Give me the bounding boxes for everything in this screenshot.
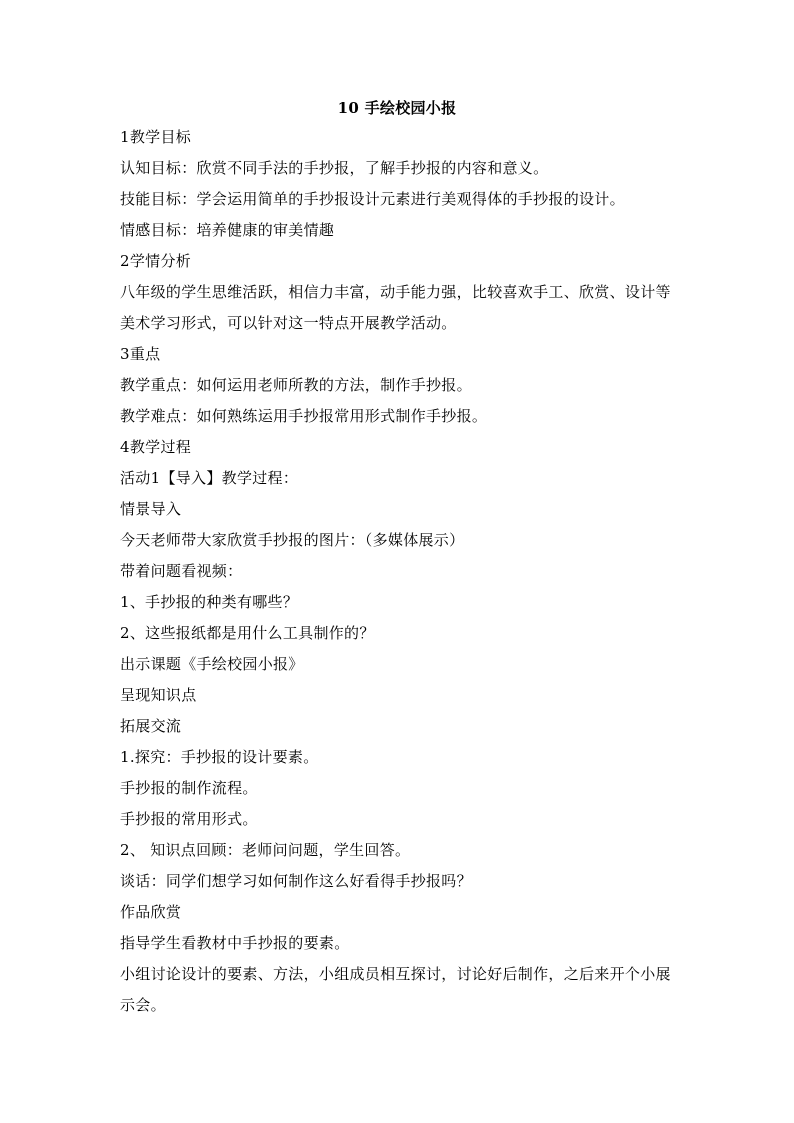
paragraph: 2、这些报纸都是用什么工具制作的？ xyxy=(120,624,375,642)
paragraph: 拓展交流 xyxy=(120,717,182,735)
paragraph: 今天老师带大家欣赏手抄报的图片：（多媒体展示） xyxy=(120,531,465,549)
paragraph: 1.探究：手抄报的设计要素。 xyxy=(120,748,319,766)
paragraph: 手抄报的制作流程。 xyxy=(120,779,258,797)
paragraph: 活动1【导入】教学过程： xyxy=(120,469,299,487)
paragraph: 2、 知识点回顾：老师问问题，学生回答。 xyxy=(120,841,411,859)
section-heading: 4教学过程 xyxy=(120,438,192,456)
paragraph: 情景导入 xyxy=(120,500,182,518)
paragraph: 情感目标：培养健康的审美情趣 xyxy=(120,221,335,239)
document-title: 10 手绘校园小报 xyxy=(337,99,457,117)
paragraph: 呈现知识点 xyxy=(120,686,197,704)
section-heading: 3重点 xyxy=(120,345,161,363)
paragraph: 1、手抄报的种类有哪些？ xyxy=(120,593,299,611)
paragraph: 八年级的学生思维活跃，相信力丰富，动手能力强，比较喜欢手工、欣赏、设计等美术学习形式，可以针对这一特点开展教学活动。 xyxy=(120,283,671,332)
paragraph: 指导学生看教材中手抄报的要素。 xyxy=(120,934,350,952)
paragraph: 手抄报的常用形式。 xyxy=(120,810,258,828)
document-body xyxy=(120,127,680,1026)
paragraph: 教学重点：如何运用老师所教的方法，制作手抄报。 xyxy=(120,376,472,394)
paragraph: 作品欣赏 xyxy=(120,903,182,921)
section-heading: 2学情分析 xyxy=(120,252,192,270)
paragraph: 小组讨论设计的要素、方法，小组成员相互探讨，讨论好后制作，之后来开个小展示会。 xyxy=(120,965,671,1014)
paragraph: 技能目标：学会运用简单的手抄报设计元素进行美观得体的手抄报的设计。 xyxy=(120,190,625,208)
paragraph: 教学难点：如何熟练运用手抄报常用形式制作手抄报。 xyxy=(120,407,488,425)
paragraph: 带着问题看视频： xyxy=(120,562,243,580)
paragraph: 认知目标：欣赏不同手法的手抄报，了解手抄报的内容和意义。 xyxy=(120,159,549,177)
paragraph: 出示课题《手绘校园小报》 xyxy=(120,655,304,673)
paragraph: 谈话：同学们想学习如何制作这么好看得手抄报吗？ xyxy=(120,872,472,890)
section-heading: 1教学目标 xyxy=(120,128,192,146)
